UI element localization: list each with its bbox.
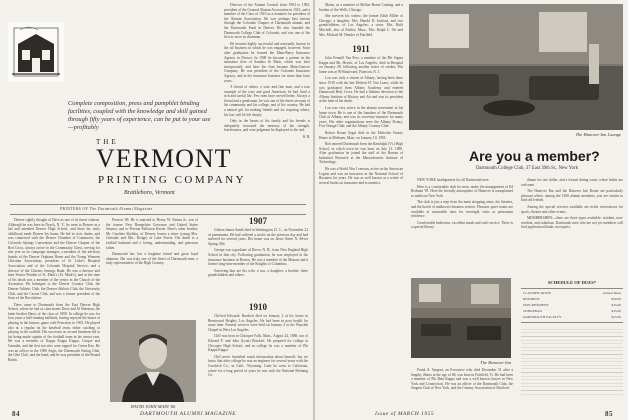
row-label: CLASSIFICATION bbox=[523, 291, 552, 295]
paragraph: Clifford Edwards Brackett died on January 2 at his home in Brentwood Heights, Los Angeles. He had been in poor health for some time. Funeral services were held on January 4 at the Wayside Chapel in West Los Angeles. bbox=[208, 314, 308, 332]
right-page bbox=[315, 0, 628, 420]
obituary-column bbox=[224, 3, 310, 199]
row-label: SUBURBAN bbox=[523, 309, 543, 313]
row-value: $25.00 bbox=[611, 303, 621, 307]
membership-title: Are you a member? bbox=[469, 148, 600, 164]
paragraph: Cliff never furnished much information about himself, but we know that after college he was an engineer for several years with the Goodrich Co., in Calif., Wyoming. Later he went to California, where for a long period of years he was with the National Refining Co. bbox=[208, 354, 308, 378]
signature: W. B. bbox=[302, 135, 310, 140]
woodcut-illustration bbox=[8, 22, 64, 82]
table-row bbox=[523, 309, 621, 313]
portrait-icon bbox=[110, 320, 196, 402]
paragraph: NEW YORK headquarters for all Dartmouth men. bbox=[417, 178, 490, 182]
dues-table bbox=[521, 280, 623, 404]
paragraph: Only in the hearts of his family and his friends is adequately treasured the memory of the strength, fearlessness, and wise judgment he displayed to the end. bbox=[224, 119, 310, 133]
paragraph: Among the special services available are ticket reservations for sports, theater and other events. bbox=[521, 204, 623, 214]
obituary-column bbox=[106, 218, 198, 318]
obituary-column bbox=[208, 228, 308, 298]
membership-column bbox=[411, 178, 513, 274]
paragraph: dinner for one dollar, and a formal dining room, where ladies are welcome. bbox=[521, 178, 623, 187]
divider bbox=[521, 322, 623, 323]
photo-caption: The Hanover Inn bbox=[480, 360, 511, 365]
company-location: Brattleboro, Vermont bbox=[124, 190, 175, 196]
class-year-heading: 1910 bbox=[249, 302, 267, 312]
company-name: VERMONT bbox=[96, 144, 232, 173]
paragraph: Dave came to Dartmouth from the East Denver High School, where he had as class-mates Dave and Al Sherman, the latter brother Harry of the class of 1908. In college he was for four years a half-running halfback, having enjoyed the honor of playing in the historic game with Princeton in 1903. He played also as a regular on the baseball team, either catching or playing in the outfield. His successes as second baseman led to his being made captain of the football team in his senior year. He was a member of Kappa Kappa Kappa, Casque and Gauntlet, and the first ten who were tapped for Green Key. He was an officer in the 1906 Aegis, the Dartmouth Outing Club, the Glee Club, and the band, and he was president of the Round Robin. bbox=[8, 302, 100, 362]
row-label: NON-RESIDENT bbox=[523, 303, 549, 307]
row-label: DARTMOUTH FACULTY bbox=[523, 315, 562, 319]
paragraph: Dartmouth has lost a longtime friend and great loyal alumnus. His was truly one of the finest of Dartmouth men, a truly representative of the High Country. bbox=[106, 252, 198, 266]
table-row bbox=[523, 303, 621, 307]
row-value: $25.00 bbox=[611, 315, 621, 319]
paragraph: Lou was very active in the alumni movement in his home town. He is one of the founders of the Dartmouth Club of Albany, and was its secretary-treasurer for many years. His other organizations were the Albany Rotary, Fort Orange Club, and the Albany Country Club. bbox=[319, 105, 403, 129]
printers-line: PRINTERS OF The Dartmouth Alumni Magazine bbox=[60, 207, 153, 211]
obituary-column bbox=[319, 3, 403, 39]
lounge-interior-icon bbox=[409, 4, 623, 130]
paragraph: Lou was truly a citizen of Albany, having been there since 1918 with the late Herbert H. Van Lease, while he was graduated from Albany Academy and entered Dartmouth Holy Cross. He had a lifetime devotion to the Albany Institute of History and Art and was its president at the time of his death. bbox=[319, 76, 403, 104]
bar-interior-icon bbox=[411, 278, 511, 358]
class-year-heading: 1911 bbox=[352, 44, 370, 54]
paragraph: George was a graduate of Dover, N. H., from New England High School in that city. Following graduation, he was employed in the insurance business in Boston. He was a member of the Masons and a former long-time member of the Knights of Columbus. bbox=[208, 248, 308, 267]
row-label: RESIDENT bbox=[523, 297, 540, 301]
paragraph: Preston '08. He is married to Henry W. Kenna Jr., son of the former New Hampshire Governor and United States Senator, and to Preston Fullerton Keene. Dave's other brother, Mr. Caroline Sheldon, of Denver, leaves a sister (young Mrs. Gertrude and Mrs. Dodge) of Lake Forest. His death is a faithful husband and a loving, understanding, and generous father. bbox=[106, 218, 198, 250]
application-form bbox=[521, 326, 623, 396]
left-page bbox=[0, 0, 313, 420]
row-value: $35.00 bbox=[611, 309, 621, 313]
class-year-heading: 1907 bbox=[249, 216, 267, 226]
page-number: 84 bbox=[12, 410, 20, 418]
paragraph: Here is a comfortable club for men, under the management of Ed Redman '05. Here the friendly atmosphere of Hanover is transplanted to midtown New York. bbox=[411, 184, 513, 198]
paragraph: He was a World War I veteran, active in the American Legion and was an instructor at the National School of Business for years. He was as well known as a writer of several books on insurance and economics. bbox=[319, 167, 403, 185]
divider bbox=[521, 288, 623, 289]
paragraph: Gideon James Sands died in Washington, D. C., on November 22 of pneumonia. He had suffered a stroke on the previous day and had suffered for several years. His home was on Jaeris Street N. Silver Spring, Md. bbox=[208, 228, 308, 246]
portrait-photo bbox=[110, 320, 196, 402]
table-row bbox=[523, 291, 621, 295]
ad-tagline: Complete composition, press and pamphlet binding facilities, coupled with the knowledge and skill gained through fifty years of experience, can be put to your use—profitably bbox=[68, 100, 211, 131]
obituary-column bbox=[319, 56, 403, 356]
paragraph: Surviving him are his wife, a son, a daughter, a brother, three grandchildren and others. bbox=[208, 268, 308, 278]
paragraph: Comfortable bedrooms, excellent meals and swift service. There is a special library. bbox=[411, 220, 513, 230]
company-printing: PRINTING COMPANY bbox=[98, 174, 247, 186]
club-address: Dartmouth College Club, 37 East 39th St., New York bbox=[475, 166, 579, 171]
divider bbox=[10, 204, 306, 205]
printing-press-icon bbox=[8, 22, 64, 82]
bar-photo bbox=[411, 278, 511, 358]
paragraph: Robert Keane Segal died in the Malcolm Veazey Home in Methuen, Mass. on January 10, 1955. bbox=[319, 130, 403, 140]
paragraph: She survives his widow, the former Edith Miller of Chicago; a daughter, Mrs. Harold D. Jackson, and two grandchildren, of Los Angeles; a sister, Mrs. Ruth Mitchell, also of Fairlee, Mass.; Mrs. Ralph C. Ott and Mrs. Michael M. Hemler of Fairfield. bbox=[319, 14, 403, 37]
paragraph: Denver rightly thought of Dave as one of its finest citizens. Although he was born in Nyack, N. Y., he went to Denver as a lad and attended Denver High School, and there his early childhood made Denver his home. He led in civic duties, and was connected with the Denver Chamber of Commerce, the Colorado Springs Convention and the Denver Chapter of the Red Cross, always active in the Community Chest, serving for one year as its campaign manager; a member of the advisory boards of the Denver Orphans Home and the Young Womens Christian Association; president of St. Luke's Hospital Association and of the Colorado Hospital Service; and a director of the Citizens Savings Bank. He was a director and later Senior Warden of St. Mark's (St. Mark's), and at the time of his death was a member of the vestry in the Church of the Ascension. He belonged to the Denver Country Club, the Denver Athletic Club, the Denver Athletic Club, the University Club, and the Cactus Club, and was a former president of the Sons of the Revolution. bbox=[8, 218, 100, 301]
table-row bbox=[523, 315, 621, 319]
paragraph: The Hanover Bar and the Hanover Inn Room are particularly pleasant where, among the 1500 alumni members, you are certain to find old friends. bbox=[521, 189, 623, 203]
photo-caption: DAVID JOHN MAIN '06 bbox=[130, 404, 176, 409]
row-value: $50.00 bbox=[611, 297, 621, 301]
paragraph: Maine, as a member of Mellon Home Coming, and a brother of the Wells, Chicago. bbox=[319, 3, 403, 12]
paragraph: Frank A. Sargent, an Executive who died December 31 after a lengthy illness at the age of 68, was born in Fairfield, Vt. He had been a member of Phi Beta Kappa and was a well known lawyer in New York and Connecticut. He was an officer of the Dartmouth Club, the Sargent Club of New York, and the Century Association of Hartford. bbox=[411, 368, 513, 391]
paragraph: A friend of others, a wise and fine man, and a true example of the wise and good American, he had lived a rich and useful life. Few men have served better. Always a friend and a gentleman, he was one of the finest servants of his community and his college, and of his country. He had a natural gift for making friends and for inspiring others; his loss will be felt deeply. bbox=[224, 85, 310, 117]
obituary-column bbox=[208, 314, 308, 408]
paragraph: Rob entered Dartmouth from the Randolph (Vt.) High School, in which town he was born on July 21, 1888. After graduation he joined the staff of the Bureau of Industrial Research at the Massachusetts Institute of Technology. bbox=[319, 142, 403, 165]
lounge-photo bbox=[409, 4, 623, 130]
paragraph: Director of the Alumni Council from 1903 to 1905, president of the General Alumni Association in 1923, and a member of the Class of 1910 as a nominee for president of the Alumni Association. He was perhaps best known through the Colorado Chapter of Dartmouth alumni, and the Dartmouth Fund in Denver. He also founded the Dartmouth College Club of Colorado, and was one of the first to serve as chairman. bbox=[224, 3, 310, 40]
obituary-column bbox=[411, 368, 513, 408]
table-row bbox=[523, 297, 621, 301]
company-the: THE bbox=[96, 138, 119, 146]
table-title: SCHEDULE OF DUES* bbox=[547, 280, 597, 285]
page-number: 85 bbox=[605, 410, 613, 418]
magazine-title: DARTMOUTH ALUMNI MAGAZINE bbox=[140, 411, 237, 417]
paragraph: Cliff was born in Chicopee Falls, Mass., August 24, 1888, son of Edward F. and Julia (Lyon) Brackett. He prepared for college at Chicopee High School, and in college he was a member of Phi Kappa Kappa. bbox=[208, 334, 308, 353]
membership-column bbox=[521, 178, 623, 274]
paragraph: MEMBERSHIPS—there are three types available: resident, non-resident, and suburban. Dartmouth men who are not yet members will find application blanks on request. bbox=[521, 216, 623, 230]
photo-caption: The Hanover Inn Lounge bbox=[575, 132, 621, 137]
paragraph: John Fennell Van Peer, a member of the Phi Sigma Kappa and Mr. Hewitt, of Los Angeles, died in Hospital on January 28, following another series of strokes. His home was at 90 Boulevard, Paterson, N. J. bbox=[319, 56, 403, 74]
row-value: Annual Dues bbox=[602, 291, 621, 295]
obituary-column bbox=[8, 218, 100, 408]
issue-date: Issue of MARCH 1955 bbox=[375, 411, 435, 417]
paragraph: He became highly successful and nationally known in the oil business in which he was engaged, however. Soon after graduation he formed the Main-Barry Insurance Agency in Denver. In 1908 he became a partner in the insurance firm of Sanders & Main, which was later incorporated, and later the firm became Main-Garrow Company. He was president of the Colorado Insurance Agency, and in the insurance business for more than forty years. bbox=[224, 41, 310, 83]
paragraph: The club is just a step from the main shopping areas, the theaters, and the hotels of midtown's business section. Pleasant, quiet rooms are available at reasonable rates for overnight visits or permanent residence. bbox=[411, 200, 513, 219]
divider bbox=[10, 214, 306, 215]
